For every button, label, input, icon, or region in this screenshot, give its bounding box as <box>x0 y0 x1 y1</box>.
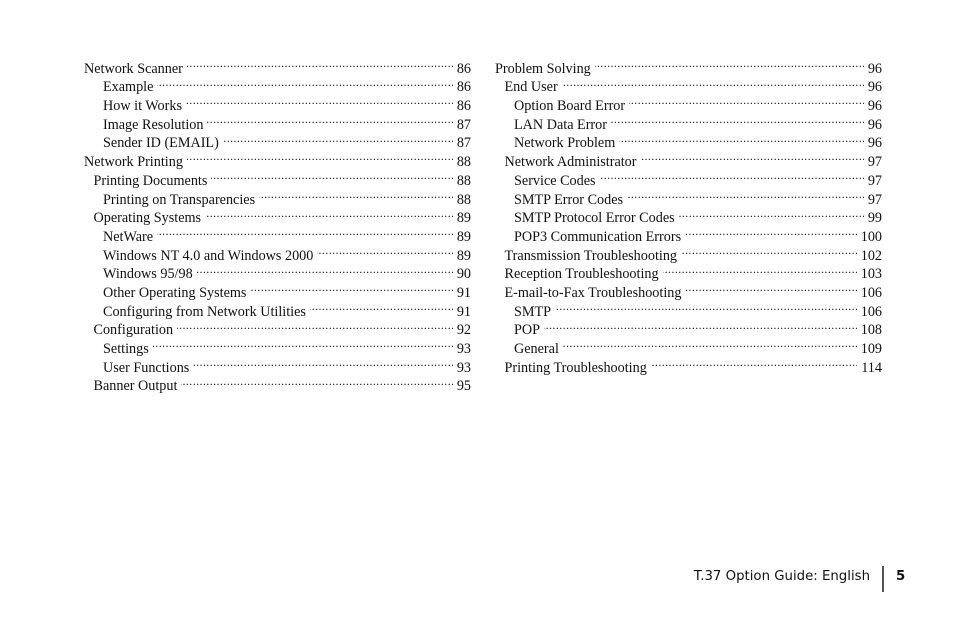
toc-entry-title: End User <box>504 79 558 96</box>
page-footer <box>0 566 954 592</box>
toc-entry-title: Printing Documents <box>93 172 208 189</box>
toc-entry[interactable] <box>495 316 882 339</box>
toc-entry-page: 91 <box>456 303 471 320</box>
toc-entry-title: Windows NT 4.0 and Windows 2000 <box>103 247 314 264</box>
toc-entry-title: Network Problem <box>514 135 616 152</box>
toc-entry-title: E-mail-to-Fax Troubleshooting <box>504 284 682 301</box>
toc-entry-title: Windows 95/98 <box>103 266 193 283</box>
toc-leader-dots <box>181 372 452 391</box>
toc-entry-page: 106 <box>860 303 882 320</box>
toc-entry-page: 88 <box>456 154 471 171</box>
toc-entry-title: Transmission Troubleshooting <box>504 247 678 264</box>
footer-page-number: 5 <box>896 569 906 584</box>
toc-entry-title: SMTP <box>514 303 552 320</box>
toc-column-right <box>495 54 882 376</box>
toc-leader-dots <box>562 73 864 92</box>
toc-leader-dots <box>157 222 453 241</box>
toc-entry-page: 89 <box>456 228 471 245</box>
toc-leader-dots <box>595 54 864 73</box>
toc-leader-dots <box>685 278 856 297</box>
toc-entry-title: Sender ID (EMAIL) <box>103 135 219 152</box>
toc-entry-page: 95 <box>456 378 471 395</box>
toc-entry-page: 103 <box>860 266 882 283</box>
toc-leader-dots <box>619 129 864 148</box>
toc-leader-dots <box>259 185 453 204</box>
toc-entry-page: 96 <box>867 79 882 96</box>
toc-leader-dots <box>685 222 857 241</box>
toc-entry-title: LAN Data Error <box>514 116 607 133</box>
toc-leader-dots <box>611 110 864 129</box>
toc-entry-title: Network Printing <box>84 154 183 171</box>
toc-leader-dots <box>177 316 453 335</box>
toc-leader-dots <box>600 166 864 185</box>
toc-entry-title: Reception Troubleshooting <box>504 266 659 283</box>
toc-entry-page: 97 <box>867 154 882 171</box>
toc-entry-page: 97 <box>867 172 882 189</box>
toc-entry-title: Printing on Transparencies <box>103 191 256 208</box>
toc-entry-page: 86 <box>456 98 471 115</box>
toc-column-left <box>84 54 471 395</box>
toc-entry-title: Service Codes <box>514 172 596 189</box>
toc-entry-title: Settings <box>103 341 149 357</box>
toc-entry-title: Configuration <box>93 322 174 339</box>
toc-entry-title: Network Administrator <box>504 154 637 171</box>
toc-entry-page: 96 <box>867 98 882 115</box>
toc-entry-page: 93 <box>456 359 471 376</box>
toc-entry-title: SMTP Protocol Error Codes <box>514 210 675 227</box>
toc-entry-title: Configuring from Network Utilities <box>103 303 306 320</box>
toc-entry-title: NetWare <box>103 228 154 245</box>
toc-entry-title: Network Scanner <box>84 60 183 77</box>
toc-leader-dots <box>679 204 864 223</box>
toc-entry-title: POP3 Communication Errors <box>514 228 682 245</box>
toc-entry-page: 100 <box>860 228 882 245</box>
toc-entry-title: Example <box>103 79 154 96</box>
toc-entry-page: 86 <box>456 79 471 96</box>
toc-entry-page: 97 <box>867 191 882 208</box>
footer-guide-title: T.37 Option Guide: English <box>693 569 870 584</box>
toc-entry-title: Other Operating Systems <box>103 284 247 301</box>
toc-leader-dots <box>187 147 453 166</box>
toc-entry-title: How it Works <box>103 98 182 115</box>
toc-leader-dots <box>627 185 864 204</box>
toc-leader-dots <box>205 204 453 223</box>
toc-leader-dots <box>193 353 453 372</box>
toc-leader-dots <box>629 91 864 110</box>
toc-entry-page: 93 <box>456 341 471 357</box>
toc-leader-dots <box>157 73 452 92</box>
toc-entry-page: 96 <box>867 116 882 133</box>
toc-entry[interactable] <box>84 54 471 77</box>
toc-entry-page: 109 <box>860 341 882 357</box>
toc-leader-dots <box>250 278 452 297</box>
toc-leader-dots <box>555 297 857 316</box>
toc-leader-dots <box>153 334 453 353</box>
toc-entry-page: 88 <box>456 191 471 208</box>
toc-entry-title: User Functions <box>103 359 190 376</box>
toc-entry-page: 88 <box>456 172 471 189</box>
toc-leader-dots <box>187 54 453 73</box>
toc-leader-dots <box>563 334 857 353</box>
toc-entry-title: Problem Solving <box>495 60 591 77</box>
toc-entry-title: General <box>514 341 559 357</box>
toc-entry-page: 90 <box>456 266 471 283</box>
toc-entry-title: Operating Systems <box>93 210 202 227</box>
toc-leader-dots <box>681 241 857 260</box>
footer-divider <box>882 566 884 592</box>
toc-entry-page: 91 <box>456 284 471 301</box>
toc-leader-dots <box>317 241 452 260</box>
toc-entry-page: 96 <box>867 135 882 152</box>
toc-entry-page: 87 <box>456 116 471 133</box>
toc-entry-page: 102 <box>860 247 882 264</box>
toc-entry-page: 108 <box>860 322 882 339</box>
toc-leader-dots <box>186 91 453 110</box>
toc-entry-title: SMTP Error Codes <box>514 191 624 208</box>
toc-entry-page: 86 <box>456 60 471 77</box>
toc-leader-dots <box>207 110 452 129</box>
toc-leader-dots <box>544 316 857 335</box>
toc-entry-title: POP <box>514 322 541 339</box>
toc-entry[interactable] <box>495 54 882 77</box>
toc-entry-title: Image Resolution <box>103 116 204 133</box>
toc-entry-page: 106 <box>860 284 882 301</box>
toc-entry-title: Banner Output <box>93 378 178 395</box>
toc-leader-dots <box>197 260 453 279</box>
toc-entry-page: 89 <box>456 210 471 227</box>
toc-entry-title: Option Board Error <box>514 98 626 115</box>
toc-leader-dots <box>211 166 452 185</box>
toc-leader-dots <box>223 129 453 148</box>
toc-entry-page: 92 <box>456 322 471 339</box>
toc-entry-page: 87 <box>456 135 471 152</box>
toc-leader-dots <box>641 147 864 166</box>
toc-leader-dots <box>310 297 453 316</box>
toc-entry-page: 96 <box>867 60 882 77</box>
toc-entry[interactable] <box>495 334 882 357</box>
toc-entry-page: 99 <box>867 210 882 227</box>
toc-entry-page: 114 <box>861 359 882 376</box>
toc-leader-dots <box>651 353 857 372</box>
toc-entry-page: 89 <box>456 247 471 264</box>
toc-leader-dots <box>663 260 857 279</box>
toc-entry-title: Printing Troubleshooting <box>504 359 647 376</box>
